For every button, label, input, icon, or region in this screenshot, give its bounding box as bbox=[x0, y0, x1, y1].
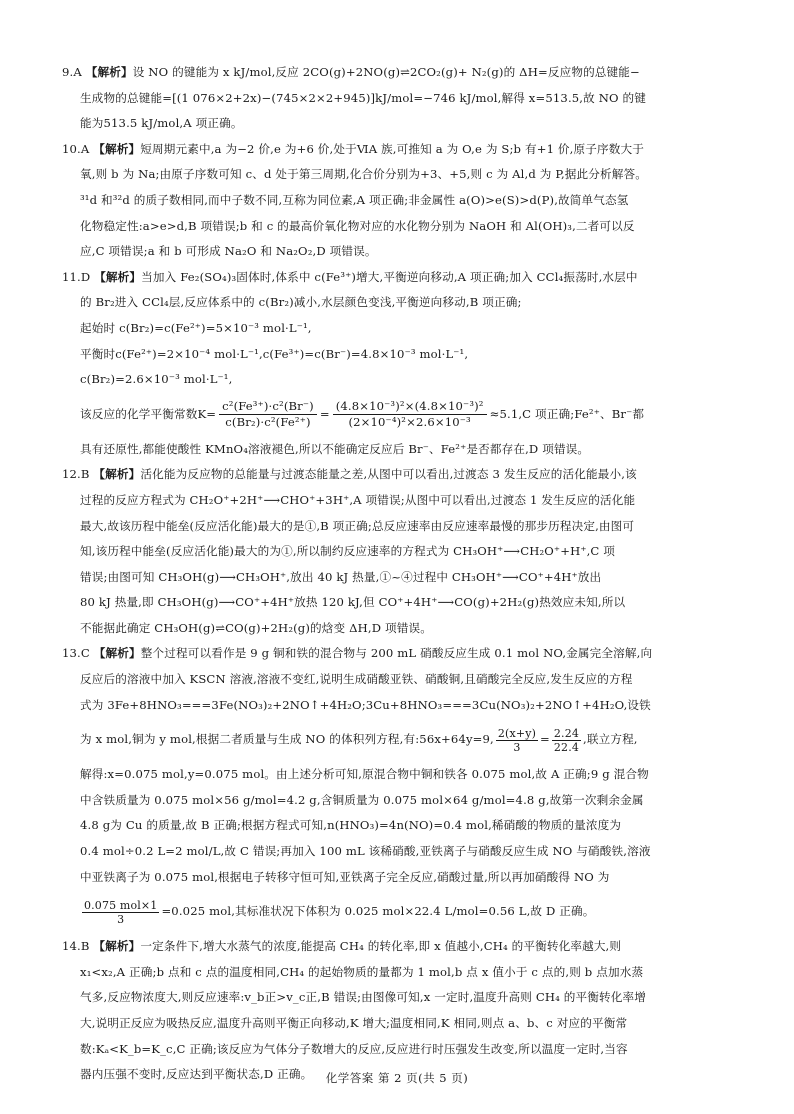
text-line: 气多,反应物浓度大,则反应速率:v_b正>v_c正,B 错误;由图像可知,x 一定时,温度升高则 CH₄ 的平衡转化率增 bbox=[80, 990, 646, 1005]
fraction: $\frac{2(x+y)}{3}$ bbox=[497, 726, 537, 754]
fraction: $\frac{\text{0.075 mol×1}}{3}$ bbox=[84, 898, 158, 926]
analysis-tag: 【解析】 bbox=[93, 939, 141, 954]
equation-line: $\frac{\text{0.075 mol×1}}{3}$ =0.025 mol,其标准状况下体积为 0.025 mol×22.4 L/mol=0.56 L,故 D 正确。 bbox=[84, 898, 595, 926]
text-line: 知,该历程中能垒(反应活化能)最大的为①,所以制约反应速率的方程式为 CH₃OH⁺⟶CH₂O⁺+H⁺,C 项 bbox=[80, 544, 616, 559]
text-line: 短周期元素中,a 为−2 价,e 为+6 价,处于ⅥA 族,可推知 a 为 O,e 为 S;b 有+1 价,原子序数大于 bbox=[140, 141, 644, 156]
text-line: ³¹d 和³²d 的质子数相同,而中子数不同,互称为同位素,A 项正确;非金属性 a(O)>e(S)>d(P),故简单气态氢 bbox=[80, 192, 629, 207]
text-line: 反应后的溶液中加入 KSCN 溶液,溶液不变红,说明生成硝酸亚铁、硝酸铜,且硝酸完全反应,发生反应的方程 bbox=[80, 672, 633, 687]
question-number: 14.B bbox=[62, 939, 90, 954]
text-line: 错误;由图可知 CH₃OH(g)⟶CH₃OH⁺,放出 40 kJ 热量,①~④过程中 CH₃OH⁺⟶CO⁺+4H⁺放出 bbox=[80, 569, 602, 584]
text-line: 当加入 Fe₂(SO₄)₃固体时,体系中 c(Fe³⁺)增大,平衡逆向移动,A 项正确;加入 CCl₄振荡时,水层中 bbox=[141, 269, 638, 284]
answer-13 bbox=[62, 641, 752, 934]
answer-14 bbox=[62, 934, 752, 1088]
analysis-tag: 【解析】 bbox=[93, 646, 141, 661]
text-line: c(Br₂)=2.6×10⁻³ mol·L⁻¹, bbox=[80, 372, 233, 387]
text-line: 不能据此确定 CH₃OH(g)⇌CO(g)+2H₂(g)的焓变 ΔH,D 项错误。 bbox=[80, 620, 432, 635]
text-line: 平衡时c(Fe²⁺)=2×10⁻⁴ mol·L⁻¹,c(Fe³⁺)=c(Br⁻)=4.8×10⁻³ mol·L⁻¹, bbox=[80, 346, 469, 361]
text-line: 一定条件下,增大水蒸气的浓度,能提高 CH₄ 的转化率,即 x 值越小,CH₄ 的平衡转化率越大,则 bbox=[140, 939, 622, 954]
analysis-tag: 【解析】 bbox=[93, 141, 141, 156]
text-line: 能为513.5 kJ/mol,A 项正确。 bbox=[80, 116, 243, 131]
text-line: 生成物的总键能=[(1 076×2+2x)−(745×2×2+945)]kJ/mol=−746 kJ/mol,解得 x=513.5,故 NO 的键 bbox=[80, 90, 646, 105]
text-line: 最大,故该历程中能垒(反应活化能)最大的是①,B 项正确;总反应速率由反应速率最慢的那步历程决定,由图可 bbox=[80, 518, 635, 533]
analysis-tag: 【解析】 bbox=[93, 467, 141, 482]
question-number: 12.B bbox=[62, 467, 90, 482]
text-line: 起始时 c(Br₂)=c(Fe²⁺)=5×10⁻³ mol·L⁻¹, bbox=[80, 320, 312, 335]
text-line: 4.8 g为 Cu 的质量,故 B 正确;根据方程式可知,n(HNO₃)=4n(NO)=0.4 mol,稀硝酸的物质的量浓度为 bbox=[80, 818, 622, 833]
fraction: $\frac{2.24}{22.4}$ bbox=[553, 726, 579, 754]
text-line: 设 NO 的键能为 x kJ/mol,反应 2CO(g)+2NO(g)⇌2CO₂(g)+ N₂(g)的 ΔH=反应物的总键能− bbox=[132, 65, 640, 79]
question-number: 11.D bbox=[62, 269, 91, 284]
answer-11 bbox=[62, 265, 752, 463]
text-line: 化物稳定性:a>e>d,B 项错误;b 和 c 的最高价氧化物对应的水化物分别为 NaOH 和 Al(OH)₃,二者可以反 bbox=[80, 218, 635, 233]
answer-9 bbox=[62, 60, 752, 137]
fraction: $\frac{\text{c²(Fe³⁺)·c²(Br⁻)}}{\text{c(Br₂)·c²(Fe²⁺)}}$ bbox=[219, 399, 317, 430]
answer-page bbox=[62, 60, 752, 1088]
text-line: 具有还原性,都能使酸性 KMnO₄溶液褪色,所以不能确定反应后 Br⁻、Fe²⁺是否都存在,D 项错误。 bbox=[80, 441, 590, 456]
text-line: 的 Br₂进入 CCl₄层,反应体系中的 c(Br₂)减小,水层颜色变浅,平衡逆向移动,B 项正确; bbox=[80, 295, 522, 310]
text-line: 中含铁质量为 0.075 mol×56 g/mol=4.2 g,含铜质量为 0.075 mol×64 g/mol=4.8 g,故第一次剩余金属 bbox=[80, 792, 644, 807]
equation-line: 为 x mol,铜为 y mol,根据二者质量与生成 NO 的体积列方程,有:56x+64y=9, $\frac{2(x+y)}{3}$ = $\frac{2.24}{22.4}$ ,联立方程, bbox=[80, 726, 638, 754]
text-line: 中亚铁离子为 0.075 mol,根据电子转移守恒可知,亚铁离子完全反应,硝酸过量,所以再加硝酸得 NO 为 bbox=[80, 869, 610, 884]
text-line: 氧,则 b 为 Na;由原子序数可知 c、d 处于第三周期,化合价分别为+3、+5,则 c 为 Al,d 为 P,据此分析解答。 bbox=[80, 167, 647, 182]
text-line: 式为 3Fe+8HNO₃===3Fe(NO₃)₂+2NO↑+4H₂O;3Cu+8HNO₃===3Cu(NO₃)₂+2NO↑+4H₂O,设铁 bbox=[80, 697, 651, 712]
analysis-tag: 【解析】 bbox=[85, 65, 133, 79]
text-line: x₁<x₂,A 正确;b 点和 c 点的温度相同,CH₄ 的起始物质的量都为 1 mol,b 点 x 值小于 c 点的,则 b 点加水蒸 bbox=[80, 964, 644, 979]
text-line: 活化能为反应物的总能量与过渡态能量之差,从图中可以看出,过渡态 3 发生反应的活化能最小,该 bbox=[140, 467, 637, 482]
text-line: 应,C 项错误;a 和 b 可形成 Na₂O 和 Na₂O₂,D 项错误。 bbox=[80, 244, 377, 259]
text-line: 整个过程可以看作是 9 g 铜和铁的混合物与 200 mL 硝酸反应生成 0.1 mol NO,金属完全溶解,向 bbox=[140, 646, 653, 661]
text-line: 0.4 mol÷0.2 L=2 mol/L,故 C 错误;再加入 100 mL 该稀硝酸,亚铁离子与硝酸反应生成 NO 与硝酸铁,溶液 bbox=[80, 844, 651, 859]
text-line: 大,说明正反应为吸热反应,温度升高则平衡正向移动,K 增大;温度相同,K 相同,则点 a、b、c 对应的平衡常 bbox=[80, 1016, 628, 1030]
question-number: 10.A bbox=[62, 141, 90, 156]
text-line: 解得:x=0.075 mol,y=0.075 mol。由上述分析可知,原混合物中铜和铁各 0.075 mol,故 A 正确;9 g 混合物 bbox=[80, 767, 649, 782]
question-number: 13.C bbox=[62, 646, 90, 661]
fraction: $\frac{\text{(4.8×10⁻³)²×(4.8×10⁻³)²}}{\text{(2×10⁻⁴)²×2.6×10⁻³}}$ bbox=[333, 399, 487, 430]
text-line: 80 kJ 热量,即 CH₃OH(g)⟶CO⁺+4H⁺放热 120 kJ,但 CO⁺+4H⁺⟶CO(g)+2H₂(g)热效应未知,所以 bbox=[80, 595, 626, 610]
text-line: 器内压强不变时,反应达到平衡状态,D 正确。 bbox=[80, 1067, 313, 1082]
text-line: 过程的反应方程式为 CH₂O⁺+2H⁺⟶CHO⁺+3H⁺,A 项错误;从图中可以看出,过渡态 1 发生反应的活化能 bbox=[80, 492, 636, 507]
question-number: 9.A bbox=[62, 65, 82, 79]
answer-12 bbox=[62, 462, 752, 641]
text-line: 数:Kₐ<K_b=K_c,C 正确;该反应为气体分子数增大的反应,反应进行时压强发生改变,所以温度一定时,当容 bbox=[80, 1041, 628, 1056]
equilibrium-constant-formula: 该反应的化学平衡常数K= $\frac{\text{c²(Fe³⁺)·c²(Br⁻)}}{\text{c(Br₂)·c²(Fe²⁺)}}$ = $\frac{\text{(4.8×10⁻³)²×(4.8×10⁻³)²}}{\text{(2×10⁻⁴)²×2.6×10⁻³}}$ ≈5.1,C 项正确;Fe²⁺、Br⁻都 bbox=[80, 399, 645, 430]
answer-10 bbox=[62, 137, 752, 265]
analysis-tag: 【解析】 bbox=[94, 269, 142, 284]
page-footer: 化学答案 第 2 页(共 5 页) bbox=[325, 1071, 469, 1085]
